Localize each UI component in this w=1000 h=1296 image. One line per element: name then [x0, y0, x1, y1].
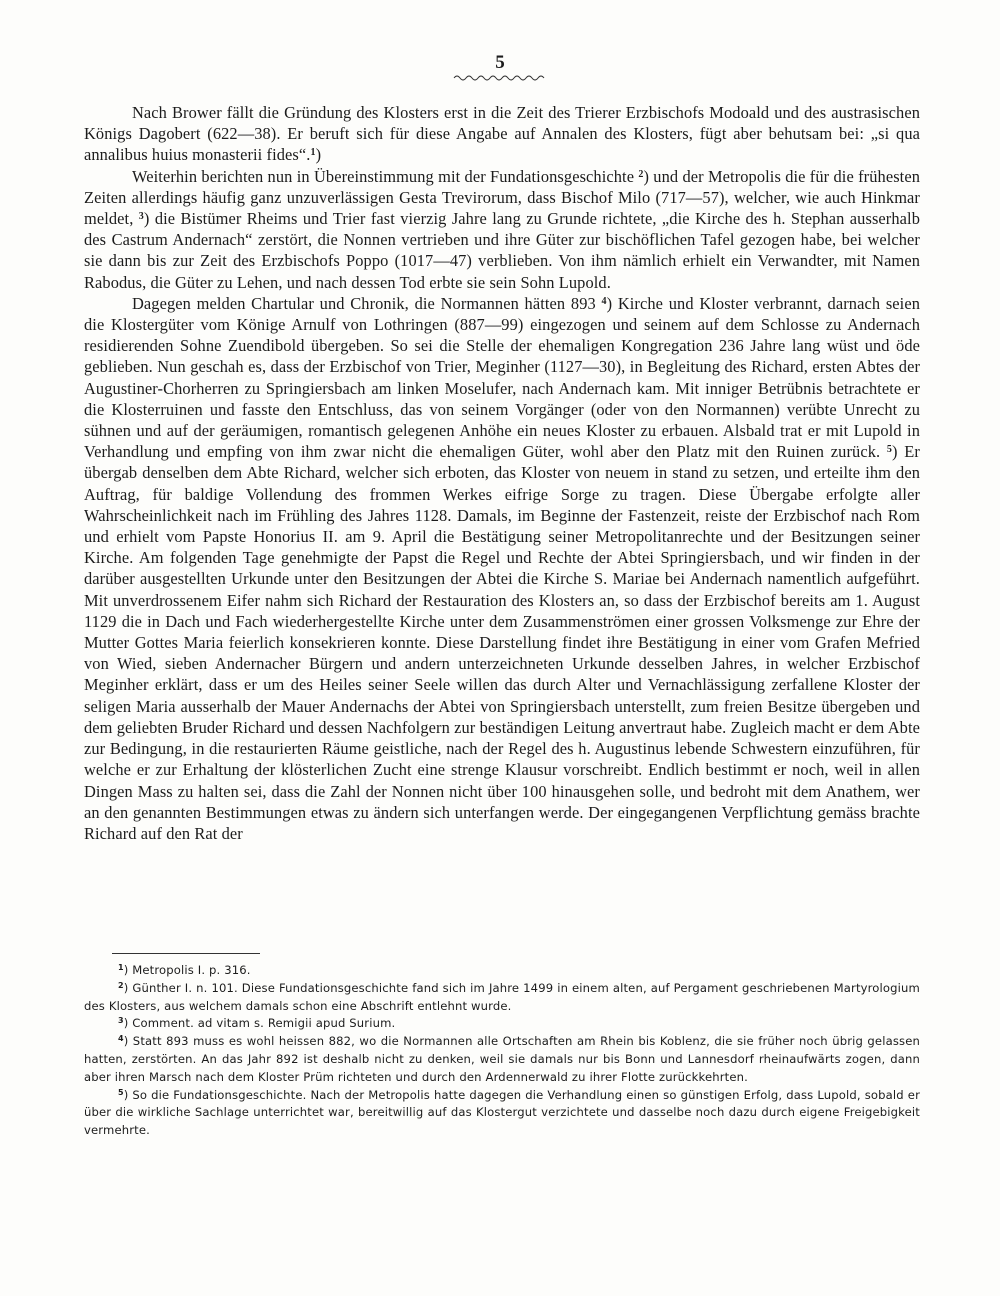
footnote-reference: 3: [138, 211, 144, 223]
footnote-text: ) Comment. ad vitam s. Remigii apud Surium.: [123, 1016, 396, 1031]
footnote-number: 2: [118, 980, 124, 990]
paragraph: [84, 102, 920, 166]
paragraph-text: Weiterhin berichten nun in Übereinstimmung mit der Fundationsgeschichte: [132, 166, 639, 186]
paragraph-text: Dagegen melden Chartular und Chronik, die Normannen hätten 893: [132, 293, 602, 313]
paragraph-text: ) Kirche und Kloster verbrannt, darnach seien die Klostergüter vom Könige Arnulf von Lothringen (887—99) eingezogen und seinem auf dem Schlosse zu Andernach residierenden Sohne Zuendibold übergeben. So sei die Stelle der ehemaligen Kongregation 236 Jahre lang wüst und öde geblieben. Nun geschah es, dass der Erzbischof von Trier, Meginher (1127—30), in Begleitung des Richard, ersten Abtes der Augustiner-Chorherren zu Springiersbach am linken Moselufer, nach Andernach kam. Mit inniger Betrübnis betrachtete er die Klosterruinen und fasste den Entschluss, das von seinem Vorgänger (oder von den Normannen) verübte Unrecht zu sühnen und auf der geräumigen, romantisch gelegenen Anhöhe ein neues Kloster zu erbauen. Alsbald trat er mit Lupold in Verhandlung und empfing von ihm zwar nicht die ehemaligen Güter, wohl aber den Platz mit den Ruinen zurück.: [84, 293, 920, 462]
footnote-text: ) Günther I. n. 101. Diese Fundationsgeschichte fand sich im Jahre 1499 in einem alten, auf Pergament geschriebenen Martyrologium des Klosters, aus welchem damals schon eine Abschrift entlehnt wurde.: [84, 980, 920, 1013]
paragraph-text: Nach Brower fällt die Gründung des Klosters erst in die Zeit des Trierer Erzbischofs Modoald und des austrasischen Königs Dagobert (622—38). Er beruft sich für diese Angabe auf Annalen des Klosters, fügt aber behutsam bei: „si qua annalibus huius monasterii fides“.: [84, 103, 920, 165]
footnote: [84, 1087, 920, 1140]
footnote-separator: [112, 953, 260, 954]
footnote-reference: 5: [886, 444, 893, 456]
footnote-number: 5: [118, 1087, 124, 1097]
footnote-number: 3: [118, 1016, 124, 1026]
footnote-number: 4: [118, 1034, 124, 1044]
paragraph-text: ): [315, 145, 322, 165]
page-number: 5: [495, 52, 505, 73]
footnote: [84, 1015, 920, 1033]
main-text: [84, 102, 920, 844]
footnote: [84, 980, 920, 1016]
footnote: [84, 1033, 920, 1086]
paragraph-text: ) die Bistümer Rheims und Trier fast vierzig Jahre lang zu Grunde richtete, „die Kirche des h. Stephan ausserhalb des Castrum Andernach“ zerstört, die Nonnen vertrieben und ihre Güter zur bischöflichen Tafel gezogen habe, bei welcher sie dann bis zur Zeit des Erzbischofs Poppo (1017—47) verblieben. Von ihm nämlich erhielt ein Verwandter, mit Namen Rabodus, die Güter zu Lehen, und nach dessen Tod erbte sie sein Sohn Lupold.: [84, 209, 920, 292]
footnote-reference: 2: [638, 168, 644, 180]
footnote: [84, 962, 920, 980]
footnote-reference: 4: [601, 295, 607, 307]
paragraph-text: ) Er übergab denselben dem Abte Richard, welcher sich erboten, das Kloster von neuem in stand zu setzen, und erteilte ihm den Auftrag, für baldige Vollendung des frommen Werkes eifrige Sorge zu tragen. Diese Übergabe erfolgte aller Wahrscheinlichkeit nach im Frühling des Jahres 1128. Damals, im Beginne der Fastenzeit, reiste der Erzbischof nach Rom und erhielt vom Papste Honorius II. am 9. April die Bestätigung seiner Metropolitanrechte und der Besitzungen seiner Kirche. Am folgenden Tage genehmigte der Papst die Regel und Rechte der Abtei Springiersbach, und wir finden in der darüber ausgestellten Urkunde unter den Besitzungen der Abtei die Kirche S. Mariae bei Andernach namentlich aufgeführt. Mit unverdrossenem Eifer nahm sich Richard der Restauration des Klosters an, so dass der Erzbischof bereits am 1. August 1129 die in Dach und Fach wiederhergestellte Kirche unter dem Zusammenströmen einer grossen Volksmenge zur Ehre der Mutter Gottes Maria feierlich konsekrieren konnte. Diese Darstellung findet ihre Bestätigung in einer vom Grafen Mefried von Wied, sieben Andernacher Bürgern und andern unterzeichneten Urkunde desselben Jahres, in welcher Erzbischof Meginher erklärt, dass er um des Heiles seiner Seele willen das durch Alter und Vernachlässigung zerfallene Kloster der seligen Maria ausserhalb der Mauer Andernachs der Abtei von Springiersbach unterstellt, zum freien Besitze übergeben und dem geliebten Bruder Richard und dessen Nachfolgern zur beständigen Leitung anvertraut habe. Zugleich macht er dem Abte zur Bedingung, in die restaurierten Räume geistliche, nach der Regel des h. Augustinus lebende Schwestern einzuführen, für welche er zur Erhaltung der klösterlichen Zucht eine strenge Klausur vorschreibt. Endlich bestimmt er noch, weil in allen Dingen Mass zu halten sei, dass die Zahl der Nonnen nicht über 100 hinausgehen solle, und bedroht mit dem Anathem, wer an den genannten Bestimmungen etwas zu ändern sich unterfangen werde. Der eingegangenen Verpflichtung gemäss brachte Richard auf den Rat der: [84, 442, 920, 843]
footnote-text: ) So die Fundationsgeschichte. Nach der Metropolis hatte dagegen die Verhandlung einen so günstigen Erfolg, dass Lupold, sobald er über die wirkliche Sachlage unterrichtet war, bereitwillig auf das Klostergut verzichtete und dasselbe noch dazu durch eigene Freigebigkeit vermehrte.: [84, 1087, 920, 1138]
footnote-text: ) Statt 893 muss es wohl heissen 882, wo die Normannen alle Ortschaften am Rhein bis Koblenz, die sie früher noch übrig gelassen hatten, zerstörten. An das Jahr 892 ist deshalb nicht zu denken, weil sie damals nur bis Bonn und Lannesdorf rheinaufwärts zogen, dann aber ihren Marsch nach dem Kloster Prüm richteten und durch den Ardennerwald zu ihrer Flotte zurückkehrten.: [84, 1034, 920, 1084]
paragraph-text: ) und der Metropolis die für die frühesten Zeiten allerdings häufig ganz unzuverlässigen Gesta Trevirorum, dass Bischof Milo (717—57), welcher, wie auch Hinkmar meldet,: [84, 166, 920, 229]
paragraph: [84, 166, 920, 293]
footnote-number: 1: [118, 963, 124, 972]
page-number-ornament: [452, 74, 548, 82]
paragraph: [84, 293, 920, 844]
footnotes: [84, 962, 920, 1140]
footnote-text: ) Metropolis I. p. 316.: [123, 963, 251, 977]
footnote-reference: 1: [310, 147, 316, 159]
